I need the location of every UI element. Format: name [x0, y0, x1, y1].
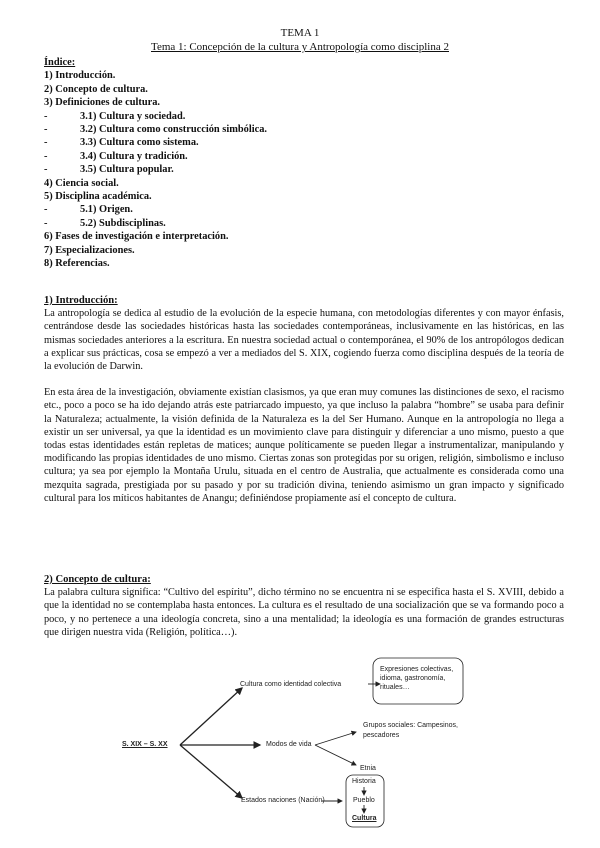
expressions-line-3: rituales…: [380, 684, 410, 691]
nation-culture: Cultura: [352, 815, 377, 822]
modos-groups: Grupos sociales: Campesinos,: [363, 722, 458, 729]
toc-item: [44, 257, 267, 270]
arrow-to-nation: [180, 745, 242, 798]
toc-item-label: 3) Definiciones de cultura.: [44, 97, 161, 109]
expressions-line-1: Expresiones colectivas,: [380, 666, 454, 673]
toc-dash: -: [44, 164, 48, 176]
diagram-branch-nation: Estados naciones (Nación): [241, 797, 325, 804]
arrow-to-etnia: [315, 745, 356, 765]
document-title: TEMA 1: [280, 27, 320, 39]
arrow-to-identity: [180, 688, 242, 745]
concept-heading: 2) Concepto de cultura:: [44, 574, 151, 585]
toc-item-label: 5.2) Subdisciplinas.: [80, 217, 166, 229]
toc-item-label: 1) Introducción.: [44, 70, 116, 82]
toc-item-label: 2) Concepto de cultura.: [44, 83, 148, 95]
toc-dash: -: [44, 150, 48, 162]
concept-section: [44, 573, 564, 639]
modos-fishers: pescadores: [363, 732, 400, 739]
concept-paragraph-1: La palabra cultura significa: “Cultivo del espíritu”, dicho término no se encuentra ni se especifica hasta el S. XVIII, debido a que la identidad no se contemplaba hasta entonces. La cultura es el resultado de una socialización que se va formando poco a poco, y no pertenece a una ideología concreta, sino a una mentalidad; la ideología es una formación de grandes estructuras que dirigen nuestra vida (Religión, política…).: [44, 587, 564, 638]
document-subtitle: Tema 1: Concepción de la cultura y Antropología como disciplina 2: [151, 41, 449, 53]
toc-item: [44, 244, 267, 257]
toc-item: [44, 123, 267, 136]
toc-item: [44, 230, 267, 243]
toc-dash: -: [44, 204, 48, 216]
toc-heading: Índice:: [44, 57, 76, 68]
diagram-root: S. XIX – S. XX: [122, 741, 168, 748]
table-of-contents: [44, 56, 267, 271]
toc-dash: -: [44, 217, 48, 229]
nation-history: Historia: [352, 778, 376, 785]
toc-item: [44, 150, 267, 163]
toc-item-label: 4) Ciencia social.: [44, 177, 119, 189]
toc-item-label: 5.1) Origen.: [80, 204, 133, 216]
modos-etnia: Etnia: [360, 765, 376, 772]
toc-item-label: 5) Disciplina académica.: [44, 191, 152, 203]
toc-item: [44, 69, 267, 82]
toc-item-label: 3.2) Cultura como construcción simbólica.: [80, 124, 268, 136]
expressions-line-2: idioma, gastronomía,: [380, 675, 446, 682]
intro-paragraph-1: La antropología se dedica al estudio de la evolución de la especie humana, con metodologías diferentes y con mayor énfasis, centrándose desde las sociedades históricas hasta las sociedades contemporáneas, inclusivamente en las históricas, en las mismas sociedades anteriores a la escritura. En nuestra sociedad actual o contemporánea, el 90% de los antropólogos dedican a explicar sus prácticas, cosa se empezó a ver a mediados del S. XIX, cogiendo fuerza como disciplina después de la teoría de la evolución de Darwin.: [44, 308, 564, 373]
toc-item-label: 3.1) Cultura y sociedad.: [80, 110, 186, 122]
toc-dash: -: [44, 124, 48, 136]
toc-item: [44, 217, 267, 230]
toc-item-label: 3.4) Cultura y tradición.: [80, 150, 188, 162]
toc-item-label: 7) Especializaciones.: [44, 244, 135, 256]
toc-item: [44, 203, 267, 216]
toc-item: [44, 177, 267, 190]
intro-paragraph-2: En esta área de la investigación, obviamente existían clasismos, ya que eran muy comunes las distinciones de sexo, el racismo etc., poco a poco se ha ido dejando atrás este patriarcado impuesto, ya que incluso la palabra “hombre” se usaba para definir la Naturaleza; actualmente, la visión definida de la Naturaleza es la del Ser Humano. Aunque en la antropología no llega a existir un ser universal, ya que la identidad es un movimiento clave para distinguir y diferenciar a uno mismo, puesto a que todas estas identidades están repletas de matices; aunque políticamente se pueden llegar a instrumentalizar, manipulando y modificando las propias identidades de uno mismo. Ciertas zonas son protegidas por su origen, religión, simbolismo e incluso cultura; ya sea por ejemplo la Montaña Urulu, situada en el centro de Australia, que actualmente es considerada como una mezquita sagrada, prestigiada por su pasado y por su tradición divina, teniendo asimismo un gran impacto y significado cultural para los míticos habitantes de Anangu; definiéndose propiamente así el concepto de cultura.: [44, 387, 564, 504]
toc-item: [44, 136, 267, 149]
intro-heading: 1) Introducción:: [44, 295, 118, 306]
toc-item: [44, 83, 267, 96]
toc-dash: -: [44, 110, 48, 122]
toc-item-label: 6) Fases de investigación e interpretación.: [44, 231, 229, 243]
toc-item: [44, 96, 267, 109]
toc-item-label: 8) Referencias.: [44, 258, 110, 270]
arrow-to-groups: [315, 732, 356, 745]
toc-dash: -: [44, 137, 48, 149]
toc-item: [44, 190, 267, 203]
toc-item-label: 3.3) Cultura como sistema.: [80, 137, 199, 149]
toc-item-label: 3.5) Cultura popular.: [80, 164, 174, 176]
nation-people: Pueblo: [353, 797, 375, 804]
toc-item: [44, 110, 267, 123]
culture-diagram: [110, 655, 510, 840]
toc-item: [44, 163, 267, 176]
expressions-list: [380, 665, 453, 692]
intro-section: [44, 294, 564, 505]
diagram-branch-identity: Cultura como identidad colectiva: [240, 681, 342, 688]
diagram-branch-modos: Modos de vida: [266, 741, 312, 748]
